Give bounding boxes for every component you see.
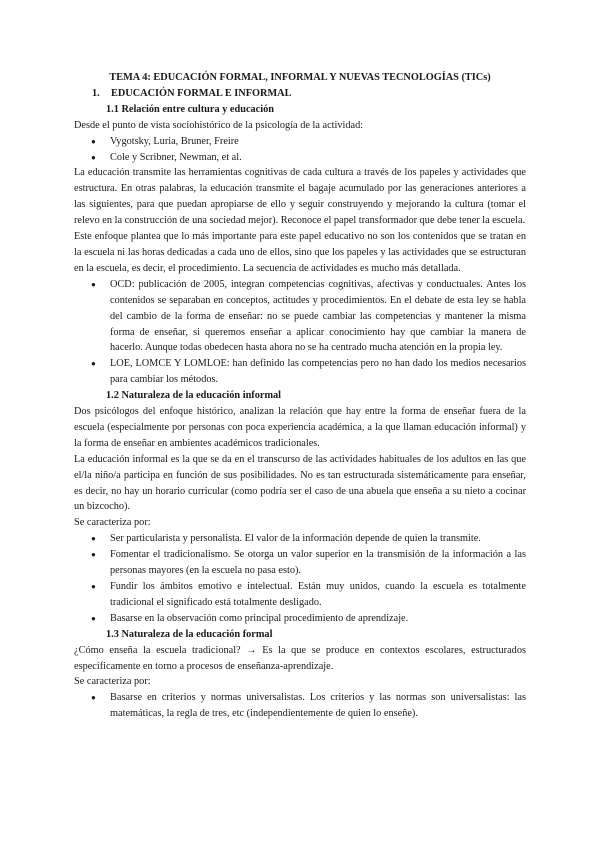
list-item: ● LOE, LOMCE Y LOMLOE: han definido las competencias pero no han dado los medios necesarios para cambiar los métodos.: [91, 358, 526, 386]
document-title: TEMA 4: EDUCACIÓN FORMAL, INFORMAL Y NUEVAS TECNOLOGÍAS (TICs): [109, 72, 491, 83]
bullet-icon: ●: [91, 550, 96, 560]
bullet-icon: ●: [91, 136, 96, 146]
list-item: ● Cole y Scribner, Newman, et al.: [74, 150, 526, 166]
section-1-number: 1.: [92, 87, 100, 99]
subsection-1-1-heading: 1.1 Relación entre cultura y educación: [106, 103, 274, 115]
paragraph: La educación informal es la que se da en el transcurso de las actividades habituales de los adultos en las que el/la niño/a participa en función de sus posibilidades. No es tan estructurada sistemáticamente para enseñar, es decir, no hay un horario curricular (como podría ser el caso de una abuela que enseña a su nieto a cocinar un bizcocho).: [74, 453, 526, 513]
list-item: ● Ser particularista y personalista. El valor de la información depende de quien la transmite.: [74, 531, 526, 547]
list-item: ● Basarse en criterios y normas universalistas. Los criterios y las normas son universalistas: las matemáticas, la regla de tres, etc (independientemente de quien lo enseñe).: [91, 692, 526, 720]
bullet-icon: ●: [91, 152, 96, 162]
document-page: [74, 70, 526, 722]
subsection-1-2-heading: 1.2 Naturaleza de la educación informal: [106, 390, 282, 402]
bullet-icon: ●: [91, 279, 96, 289]
list-item: ● OCD: publicación de 2005, integran competencias cognitivas, afectivas y conductuales. Antes los contenidos se separaban en conceptos, actitudes y procedimientos. En el debate de esta ley se habla del cambio de la forma de enseñar: no se puede cambiar las competencias y mantener la misma forma de enseñar, si queremos enseñar a aplicar conocimiento hay que cambiar la manera de hacerlo. Aunque todas obedecen hasta ahora no se ha centrado mucha atención en la propia ley.: [91, 278, 526, 354]
paragraph: Se caracteriza por:: [74, 517, 151, 529]
bullet-list: [74, 690, 526, 722]
paragraph: Se caracteriza por:: [74, 676, 151, 688]
paragraph: Dos psicólogos del enfoque histórico, analizan la relación que hay entre la forma de enseñar fuera de la escuela (especialmente por personas con poca experiencia académica, a la que llaman educación informal) y la forma de enseñar en ambientes académicos tradicionales.: [74, 406, 526, 449]
section-1-label: EDUCACIÓN FORMAL E INFORMAL: [111, 87, 292, 99]
bullet-icon: ●: [91, 582, 96, 591]
section-1-heading: [74, 86, 526, 102]
list-item: ● Fomentar el tradicionalismo. Se otorga un valor superior en la transmisión de la información a las personas mayores (en la escuela no pasa esto).: [91, 549, 526, 577]
list-item: ● Basarse en la observación como principal procedimiento de aprendizaje.: [74, 611, 526, 627]
bullet-icon: ●: [91, 534, 96, 544]
bullet-list: [74, 134, 526, 166]
paragraph: Este enfoque plantea que lo más importante para este papel educativo no son los contenidos que se tratan en la escuela ni las horas dedicadas a cada uno de ellos, sino que los papeles y las actividades que se estructuran en la escuela, es decir, el procedimiento. La secuencia de actividades es mucho más detallada.: [74, 231, 526, 274]
bullet-icon: ●: [91, 693, 96, 703]
bullet-list: [74, 277, 526, 388]
subsection-1-3-heading: 1.3 Naturaleza de la educación formal: [106, 628, 273, 640]
paragraph: Desde el punto de vista sociohistórico de la psicología de la actividad:: [74, 119, 364, 131]
bullet-icon: ●: [91, 359, 96, 369]
bullet-list: [74, 531, 526, 626]
list-item: ● Fundir los ámbitos emotivo e intelectual. Están muy unidos, cuando la escuela es totalmente tradicional el significado está totalmente desligado.: [91, 581, 526, 608]
list-item: ● Vygotsky, Luria, Bruner, Freire: [74, 134, 526, 150]
paragraph: La educación transmite las herramientas cognitivas de cada cultura a través de los papeles y actividades que estructura. En otras palabras, la educación transmite el bagaje acumulado por las generaciones anteriores a las siguientes, para que puedan apropiarse de ello y seguir construyendo y mejorando la cultura (tomar el relevo en la construcción de una sociedad mejor). Reconoce el papel transformador que debe tener la escuela.: [74, 167, 526, 227]
bullet-icon: ●: [91, 613, 96, 623]
paragraph: ¿Cómo enseña la escuela tradicional? → Es la que se produce en contextos escolares, estructurados específicamente en torno a procesos de enseñanza-aprendizaje.: [74, 644, 526, 672]
